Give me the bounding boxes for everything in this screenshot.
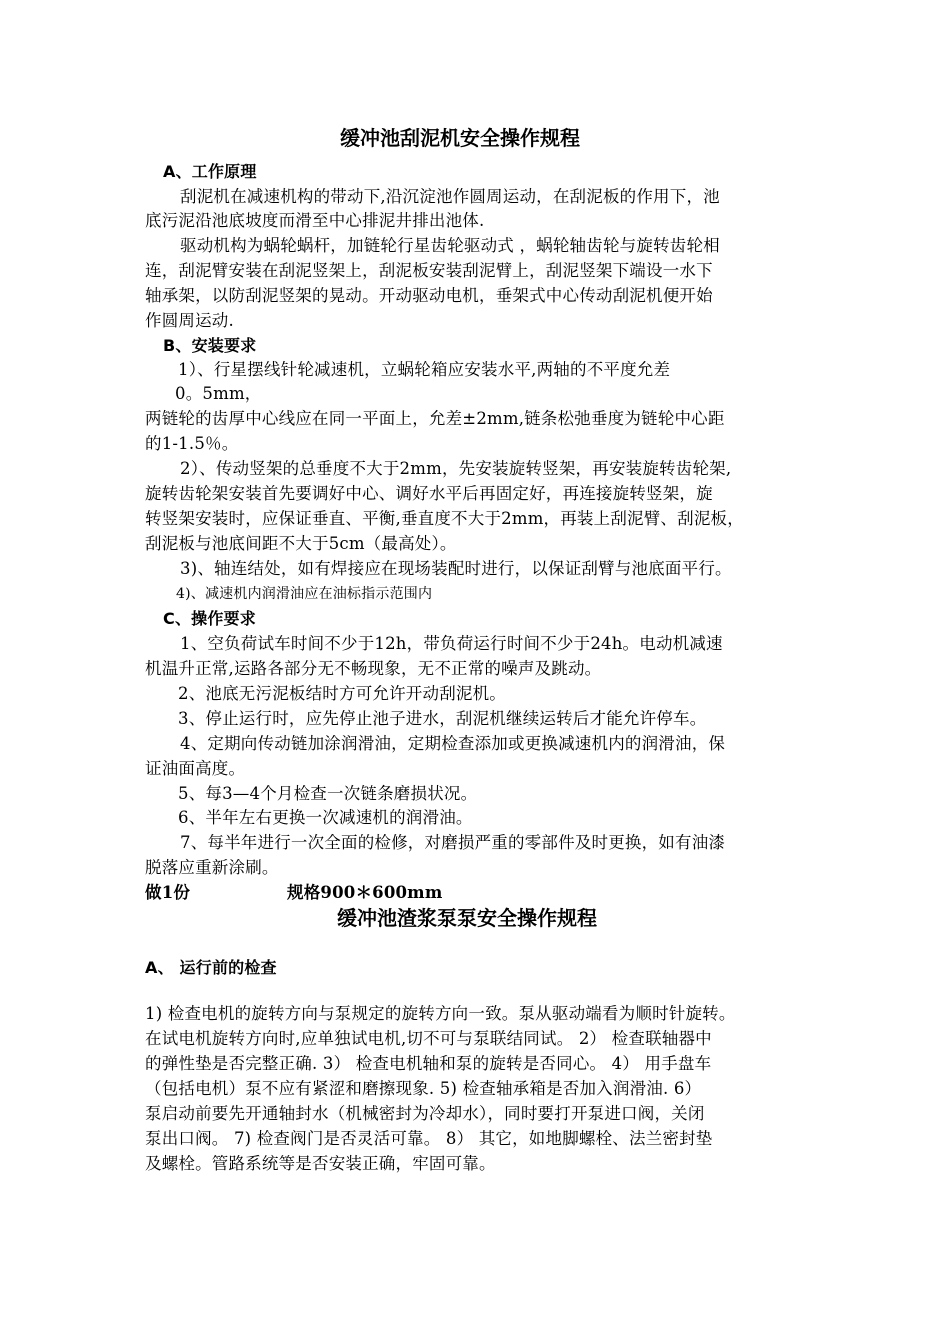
paragraph-line: 1）、行星摆线针轮减速机，立蜗轮箱应安装水平,两轴的不平度允差: [178, 360, 671, 379]
paragraph-line: 在试电机旋转方向时,应单独试电机,切不可与泵联结同试。 2） 检查联轴器中: [145, 1029, 712, 1048]
paragraph-line: 的1-1.5％。: [145, 434, 239, 453]
section-heading-b: B、安装要求: [163, 336, 257, 355]
paragraph-line: 脱落应重新涂刷。: [145, 858, 279, 877]
paragraph-line: 2、池底无污泥板结时方可允许开动刮泥机。: [178, 684, 506, 703]
paragraph-line: 底污泥沿池底坡度而滑至中心排泥井排出池体.: [145, 211, 485, 230]
paragraph-line: 0。5mm，: [175, 384, 262, 403]
paragraph-line: 轴承架，以防刮泥竖架的晃动。开动驱动电机，垂架式中心传动刮泥机便开始: [145, 286, 713, 305]
paragraph-line: 刮泥板与池底间距不大于5cm（最高处）。: [145, 534, 457, 553]
document-title: 缓冲池刮泥机安全操作规程: [340, 126, 580, 150]
paragraph-line: 4)、减速机内润滑油应在油标指示范围内: [176, 586, 433, 602]
paragraph-line: 转竖架安装时，应保证垂直、平衡,垂直度不大于2mm，再装上刮泥臂、刮泥板，: [145, 509, 744, 528]
paragraph-line: 7、每半年进行一次全面的检修，对磨损严重的零部件及时更换，如有油漆: [180, 833, 726, 852]
spec-label: 规格900＊600mm: [287, 883, 443, 902]
paragraph-line: 1、空负荷试车时间不少于12h，带负荷运行时间不少于24h。电动机减速: [180, 634, 723, 653]
paragraph-line: 作圆周运动.: [145, 311, 234, 330]
paragraph-line: 连，刮泥臂安装在刮泥竖架上，刮泥板安装刮泥臂上，刮泥竖架下端设一水下: [145, 261, 713, 280]
section-heading-c: C、操作要求: [163, 609, 256, 628]
paragraph-line: 1) 检查电机的旋转方向与泵规定的旋转方向一致。泵从驱动端看为顺时针旋转。: [145, 1004, 736, 1023]
paragraph-line: 证油面高度。: [145, 759, 246, 778]
paragraph-line: 旋转齿轮架安装首先要调好中心、调好水平后再固定好，再连接旋转竖架，旋: [145, 484, 713, 503]
paragraph-line: 3、停止运行时，应先停止池子进水，刮泥机继续运转后才能允许停车。: [178, 709, 707, 728]
paragraph-line: 4、定期向传动链加涂润滑油，定期检查添加或更换减速机内的润滑油，保: [180, 734, 726, 753]
section-heading-a: A、工作原理: [163, 162, 257, 181]
paragraph-line: 3)、轴连结处，如有焊接应在现场装配时进行，以保证刮臂与池底面平行。: [180, 559, 732, 578]
paragraph-line: 机温升正常,运路各部分无不畅现象，无不正常的噪声及跳动。: [145, 659, 602, 678]
paragraph-line: 2）、传动竖架的总垂度不大于2mm，先安装旋转竖架，再安装旋转齿轮架,: [180, 459, 732, 478]
paragraph-line: 两链轮的齿厚中心线应在同一平面上，允差±2mm,链条松弛垂度为链轮中心距: [145, 409, 725, 428]
section-heading-a-2: A、 运行前的检查: [145, 958, 277, 977]
copies-label: 做1份: [145, 883, 191, 902]
paragraph-line: 5、每3—4个月检查一次链条磨损状况。: [178, 784, 478, 803]
paragraph-line: 6、半年左右更换一次减速机的润滑油。: [178, 808, 473, 827]
paragraph-line: （包括电机）泵不应有紧涩和磨擦现象. 5) 检查轴承箱是否加入润滑油. 6）: [145, 1079, 702, 1098]
paragraph-line: 及螺栓。管路系统等是否安装正确，牢固可靠。: [145, 1154, 496, 1173]
document-title-2: 缓冲池渣浆泵泵安全操作规程: [337, 906, 597, 930]
paragraph-line: 的弹性垫是否完整正确. 3） 检查电机轴和泵的旋转是否同心。 4） 用手盘车: [145, 1054, 712, 1073]
paragraph-line: 驱动机构为蜗轮蜗杆，加链轮行星齿轮驱动式 ，蜗轮轴齿轮与旋转齿轮相: [180, 236, 720, 255]
paragraph-line: 泵启动前要先开通轴封水（机械密封为冷却水），同时要打开泵进口阀，关闭: [145, 1104, 705, 1123]
paragraph-line: 刮泥机在减速机构的带动下,沿沉淀池作圆周运动，在刮泥板的作用下，池: [180, 187, 720, 206]
paragraph-line: 泵出口阀。 7) 检查阀门是否灵活可靠。 8） 其它，如地脚螺栓、法兰密封垫: [145, 1129, 713, 1148]
